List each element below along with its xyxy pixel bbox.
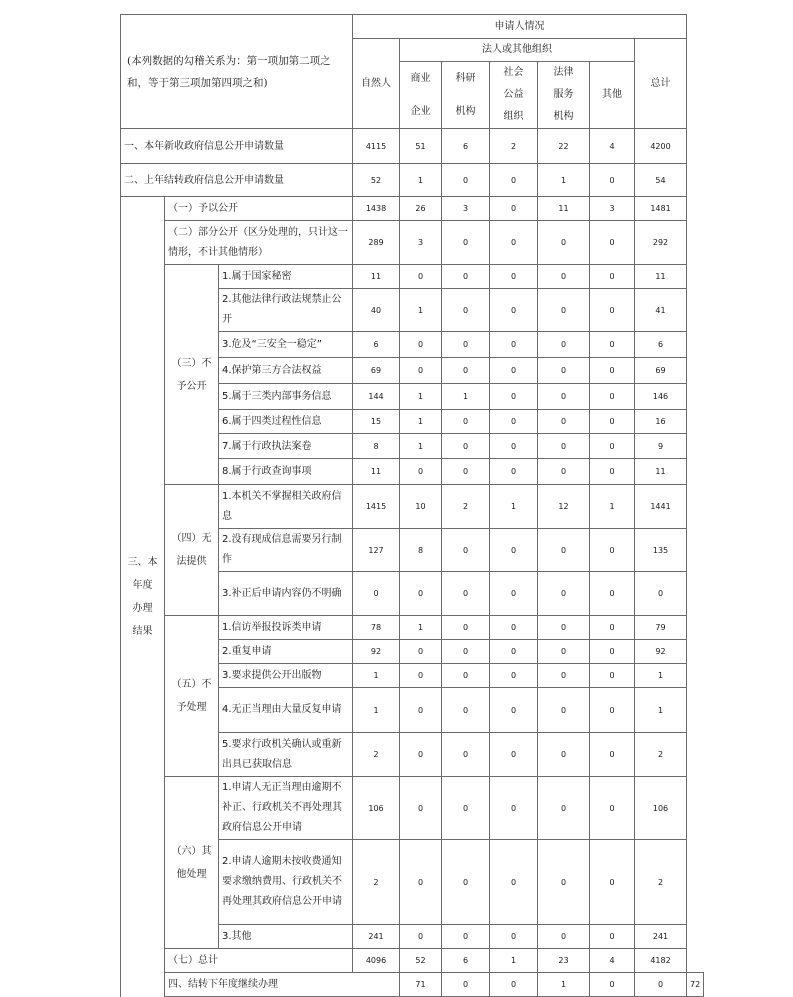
section3-label-1: 三、本 — [127, 556, 158, 568]
header-research-2: 机构 — [442, 95, 490, 129]
cell-total: 0 — [635, 572, 687, 616]
cell-total: 11 — [635, 265, 687, 289]
cell-other: 0 — [590, 265, 635, 289]
row-label: 1.申请人无正当理由逾期不补正、行政机关不再处理其政府信息公开申请 — [219, 777, 353, 840]
cell-other: 0 — [590, 434, 635, 459]
cell-natural: 52 — [353, 164, 400, 197]
cell-natural: 8 — [353, 434, 400, 459]
table-row — [121, 265, 704, 289]
cell-legal: 0 — [538, 777, 590, 840]
cell-natural: 4115 — [353, 129, 400, 164]
cell-other: 0 — [590, 616, 635, 640]
cell-social: 0 — [490, 384, 538, 410]
cell-natural: 106 — [353, 777, 400, 840]
cell-research: 0 — [442, 733, 490, 777]
cell-research: 0 — [442, 265, 490, 289]
header-research — [442, 62, 490, 96]
cell-natural: 69 — [353, 358, 400, 384]
section3-label-4: 结果 — [132, 625, 153, 637]
header-social-3: 组织 — [503, 111, 524, 122]
cell-research: 0 — [442, 164, 490, 197]
cell-legal: 0 — [538, 616, 590, 640]
cell-social: 0 — [490, 664, 538, 688]
cell-natural: 92 — [353, 640, 400, 664]
cell-total: 16 — [635, 410, 687, 434]
section3-label-2: 年度 — [132, 579, 153, 591]
cell-research: 0 — [442, 459, 490, 485]
header-social-1: 社会 — [503, 67, 524, 78]
cell-commercial: 1 — [400, 289, 442, 332]
cell-legal: 0 — [590, 973, 635, 997]
cell-research: 0 — [442, 434, 490, 459]
header-commercial — [400, 62, 442, 96]
cell-commercial: 0 — [400, 840, 442, 925]
cell-total: 69 — [635, 358, 687, 384]
cell-natural: 15 — [353, 410, 400, 434]
cell-natural: 1438 — [353, 197, 400, 221]
row-label: （一）予以公开 — [165, 197, 353, 221]
cell-commercial: 0 — [400, 640, 442, 664]
cell-commercial: 1 — [400, 410, 442, 434]
cell-other: 3 — [590, 197, 635, 221]
cell-legal: 0 — [538, 640, 590, 664]
cell-social: 0 — [490, 925, 538, 949]
cell-social: 0 — [490, 221, 538, 265]
cell-natural: 1 — [353, 688, 400, 733]
cell-legal: 23 — [538, 949, 590, 973]
cell-total: 2 — [635, 733, 687, 777]
cell-natural: 1 — [353, 664, 400, 688]
cell-research: 0 — [442, 925, 490, 949]
cell-commercial: 8 — [400, 529, 442, 572]
cell-natural: 71 — [400, 973, 442, 997]
cell-commercial: 26 — [400, 197, 442, 221]
row-label: 2.没有现成信息需要另行制作 — [219, 529, 353, 572]
cell-natural: 1415 — [353, 485, 400, 529]
row-label: 1.本机关不掌握相关政府信息 — [219, 485, 353, 529]
header-legal-group: 法人或其他组织 — [400, 39, 635, 62]
row-label: 3.其他 — [219, 925, 353, 949]
cell-social: 0 — [490, 289, 538, 332]
row-label: 3.要求提供公开出版物 — [219, 664, 353, 688]
cell-research: 0 — [442, 529, 490, 572]
cell-total: 1 — [635, 664, 687, 688]
cell-legal: 0 — [538, 925, 590, 949]
cell-natural: 40 — [353, 289, 400, 332]
cell-legal: 0 — [538, 459, 590, 485]
cell-natural: 127 — [353, 529, 400, 572]
s6-label-2: 他处理 — [176, 868, 207, 880]
cell-natural: 144 — [353, 384, 400, 410]
cell-social: 0 — [490, 840, 538, 925]
cell-research: 0 — [442, 840, 490, 925]
cell-social: 1 — [490, 949, 538, 973]
cell-social: 0 — [490, 616, 538, 640]
cell-commercial: 1 — [400, 384, 442, 410]
cell-total: 11 — [635, 459, 687, 485]
cell-social: 0 — [490, 733, 538, 777]
cell-social: 0 — [490, 529, 538, 572]
section3-label-3: 办理 — [132, 602, 153, 614]
info-disclosure-table — [120, 14, 704, 997]
cell-legal: 0 — [538, 688, 590, 733]
cell-total: 72 — [687, 973, 704, 997]
cell-other: 1 — [590, 485, 635, 529]
cell-other: 4 — [590, 949, 635, 973]
cell-total: 292 — [635, 221, 687, 265]
cell-other: 0 — [590, 664, 635, 688]
row-label: 3.补正后申请内容仍不明确 — [219, 572, 353, 616]
cell-natural: 241 — [353, 925, 400, 949]
cell-legal: 0 — [538, 332, 590, 358]
s4-label-1: （四）无 — [171, 533, 212, 544]
cell-social: 0 — [490, 332, 538, 358]
cell-legal: 11 — [538, 197, 590, 221]
cell-other: 0 — [590, 410, 635, 434]
cell-total: 54 — [635, 164, 687, 197]
cell-research: 0 — [490, 973, 538, 997]
cell-research: 6 — [442, 949, 490, 973]
row-label: 2.申请人逾期未按收费通知要求缴纳费用、行政机关不再处理其政府信息公开申请 — [219, 840, 353, 925]
row-label: 4.无正当理由大量反复申请 — [219, 688, 353, 733]
cell-social: 0 — [490, 459, 538, 485]
header-legal-service-2: 服务 — [553, 89, 574, 100]
cell-commercial: 52 — [400, 949, 442, 973]
cell-research: 0 — [442, 688, 490, 733]
cell-commercial: 0 — [400, 572, 442, 616]
s4-label — [165, 485, 219, 616]
cell-total: 1 — [635, 688, 687, 733]
table-row — [121, 221, 704, 265]
table-row — [121, 616, 704, 640]
cell-legal: 0 — [538, 384, 590, 410]
cell-social: 0 — [490, 164, 538, 197]
cell-commercial: 1 — [400, 616, 442, 640]
table-note: (本列数据的勾稽关系为：第一项加第二项之和，等于第三项加第四项之和) — [121, 15, 353, 129]
cell-social: 0 — [490, 265, 538, 289]
cell-research: 0 — [442, 664, 490, 688]
cell-legal: 0 — [538, 434, 590, 459]
cell-total: 106 — [635, 777, 687, 840]
cell-commercial: 10 — [400, 485, 442, 529]
cell-other: 0 — [590, 777, 635, 840]
cell-total: 41 — [635, 289, 687, 332]
cell-other: 0 — [590, 332, 635, 358]
header-legal-service-3: 机构 — [553, 111, 574, 122]
cell-legal: 0 — [538, 840, 590, 925]
cell-commercial: 0 — [442, 973, 490, 997]
cell-commercial: 0 — [400, 459, 442, 485]
cell-research: 0 — [442, 410, 490, 434]
cell-natural: 2 — [353, 840, 400, 925]
cell-social: 0 — [490, 197, 538, 221]
cell-natural: 11 — [353, 459, 400, 485]
table-row — [121, 973, 704, 997]
s5-label-2: 予处理 — [176, 702, 207, 713]
row-label: 四、结转下年度继续办理 — [165, 973, 400, 997]
cell-social: 1 — [490, 485, 538, 529]
cell-total: 79 — [635, 616, 687, 640]
header-applicant: 申请人情况 — [353, 15, 687, 39]
cell-commercial: 0 — [400, 332, 442, 358]
table-row — [121, 949, 704, 973]
cell-social: 1 — [538, 973, 590, 997]
s3-label-2: 予公开 — [176, 380, 207, 392]
cell-legal: 0 — [538, 221, 590, 265]
cell-commercial: 1 — [400, 164, 442, 197]
cell-legal: 12 — [538, 485, 590, 529]
cell-research: 0 — [442, 640, 490, 664]
cell-natural: 4096 — [353, 949, 400, 973]
cell-total: 6 — [635, 332, 687, 358]
cell-research: 3 — [442, 197, 490, 221]
cell-total: 146 — [635, 384, 687, 410]
cell-total: 135 — [635, 529, 687, 572]
row-label: （二）部分公开（区分处理的，只计这一情形，不计其他情形） — [165, 221, 353, 265]
cell-research: 0 — [442, 616, 490, 640]
cell-other: 0 — [590, 459, 635, 485]
header-social — [490, 62, 538, 129]
cell-legal: 0 — [538, 572, 590, 616]
header-commercial-2: 企业 — [400, 95, 442, 129]
cell-other: 0 — [590, 640, 635, 664]
header-commercial-1: 商业 — [410, 72, 431, 84]
cell-commercial: 0 — [400, 265, 442, 289]
cell-legal: 0 — [538, 358, 590, 384]
cell-commercial: 51 — [400, 129, 442, 164]
cell-natural: 0 — [353, 572, 400, 616]
cell-legal: 0 — [538, 529, 590, 572]
cell-natural: 6 — [353, 332, 400, 358]
cell-other: 0 — [590, 164, 635, 197]
cell-total: 241 — [635, 925, 687, 949]
header-natural-person: 自然人 — [353, 39, 400, 129]
cell-natural: 289 — [353, 221, 400, 265]
cell-commercial: 1 — [400, 434, 442, 459]
table-row — [121, 129, 704, 164]
cell-other: 0 — [590, 925, 635, 949]
cell-commercial: 0 — [400, 358, 442, 384]
cell-natural: 78 — [353, 616, 400, 640]
s5-label — [165, 616, 219, 777]
header-other: 其他 — [590, 62, 635, 129]
table-row — [121, 164, 704, 197]
cell-total: 4182 — [635, 949, 687, 973]
cell-social: 0 — [490, 358, 538, 384]
cell-other: 4 — [590, 129, 635, 164]
cell-other: 0 — [635, 973, 687, 997]
row-label: 2.重复申请 — [219, 640, 353, 664]
cell-natural: 11 — [353, 265, 400, 289]
cell-social: 0 — [490, 434, 538, 459]
cell-research: 0 — [442, 221, 490, 265]
cell-other: 0 — [590, 733, 635, 777]
table-row — [121, 197, 704, 221]
cell-commercial: 3 — [400, 221, 442, 265]
cell-total: 1441 — [635, 485, 687, 529]
cell-research: 2 — [442, 485, 490, 529]
s6-label-1: （六）其 — [171, 845, 212, 857]
cell-social: 2 — [490, 129, 538, 164]
cell-social: 0 — [490, 410, 538, 434]
cell-social: 0 — [490, 572, 538, 616]
row-label: 2.其他法律行政法规禁止公开 — [219, 289, 353, 332]
cell-other: 0 — [590, 688, 635, 733]
cell-commercial: 0 — [400, 925, 442, 949]
cell-total: 92 — [635, 640, 687, 664]
cell-legal: 0 — [538, 289, 590, 332]
header-total: 总计 — [635, 39, 687, 129]
cell-research: 0 — [442, 332, 490, 358]
cell-other: 0 — [590, 221, 635, 265]
cell-other: 0 — [590, 572, 635, 616]
cell-legal: 0 — [538, 410, 590, 434]
cell-research: 1 — [442, 384, 490, 410]
cell-legal: 0 — [538, 733, 590, 777]
table-row — [121, 777, 704, 840]
cell-commercial: 0 — [400, 777, 442, 840]
cell-other: 0 — [590, 529, 635, 572]
cell-research: 0 — [442, 289, 490, 332]
s5-label-1: （五）不 — [171, 679, 212, 690]
cell-commercial: 0 — [400, 688, 442, 733]
row-label: 二、上年结转政府信息公开申请数量 — [121, 164, 353, 197]
header-research-1: 科研 — [455, 72, 476, 84]
cell-social: 0 — [490, 777, 538, 840]
row-label: 7.属于行政执法案卷 — [219, 434, 353, 459]
s4-label-2: 法提供 — [176, 556, 207, 567]
header-legal-service — [538, 62, 590, 129]
header-social-2: 公益 — [503, 89, 524, 100]
row-label: 5.要求行政机关确认或重新出具已获取信息 — [219, 733, 353, 777]
cell-research: 0 — [442, 572, 490, 616]
cell-social: 0 — [490, 688, 538, 733]
cell-legal: 0 — [538, 265, 590, 289]
row-label: 4.保护第三方合法权益 — [219, 358, 353, 384]
cell-other: 0 — [590, 384, 635, 410]
section3-label — [121, 197, 165, 997]
cell-natural: 2 — [353, 733, 400, 777]
table-row — [121, 485, 704, 529]
cell-legal: 1 — [538, 164, 590, 197]
cell-other: 0 — [590, 289, 635, 332]
cell-commercial: 0 — [400, 733, 442, 777]
header-legal-service-1: 法律 — [553, 67, 574, 78]
row-label: 1.信访举报投诉类申请 — [219, 616, 353, 640]
cell-legal: 22 — [538, 129, 590, 164]
cell-total: 2 — [635, 840, 687, 925]
cell-research: 0 — [442, 777, 490, 840]
s6-label — [165, 777, 219, 949]
row-label: （七）总计 — [165, 949, 353, 973]
cell-research: 6 — [442, 129, 490, 164]
cell-legal: 0 — [538, 664, 590, 688]
cell-other: 0 — [590, 840, 635, 925]
cell-total: 1481 — [635, 197, 687, 221]
s3-label-1: （三）不 — [171, 357, 212, 369]
row-label: 8.属于行政查询事项 — [219, 459, 353, 485]
cell-total: 9 — [635, 434, 687, 459]
row-label: 1.属于国家秘密 — [219, 265, 353, 289]
cell-social: 0 — [490, 640, 538, 664]
row-label: 6.属于四类过程性信息 — [219, 410, 353, 434]
row-label: 5.属于三类内部事务信息 — [219, 384, 353, 410]
cell-other: 0 — [590, 358, 635, 384]
s3-label — [165, 265, 219, 485]
cell-total: 4200 — [635, 129, 687, 164]
row-label: 一、本年新收政府信息公开申请数量 — [121, 129, 353, 164]
row-label: 3.危及“三安全一稳定” — [219, 332, 353, 358]
cell-commercial: 0 — [400, 664, 442, 688]
cell-research: 0 — [442, 358, 490, 384]
